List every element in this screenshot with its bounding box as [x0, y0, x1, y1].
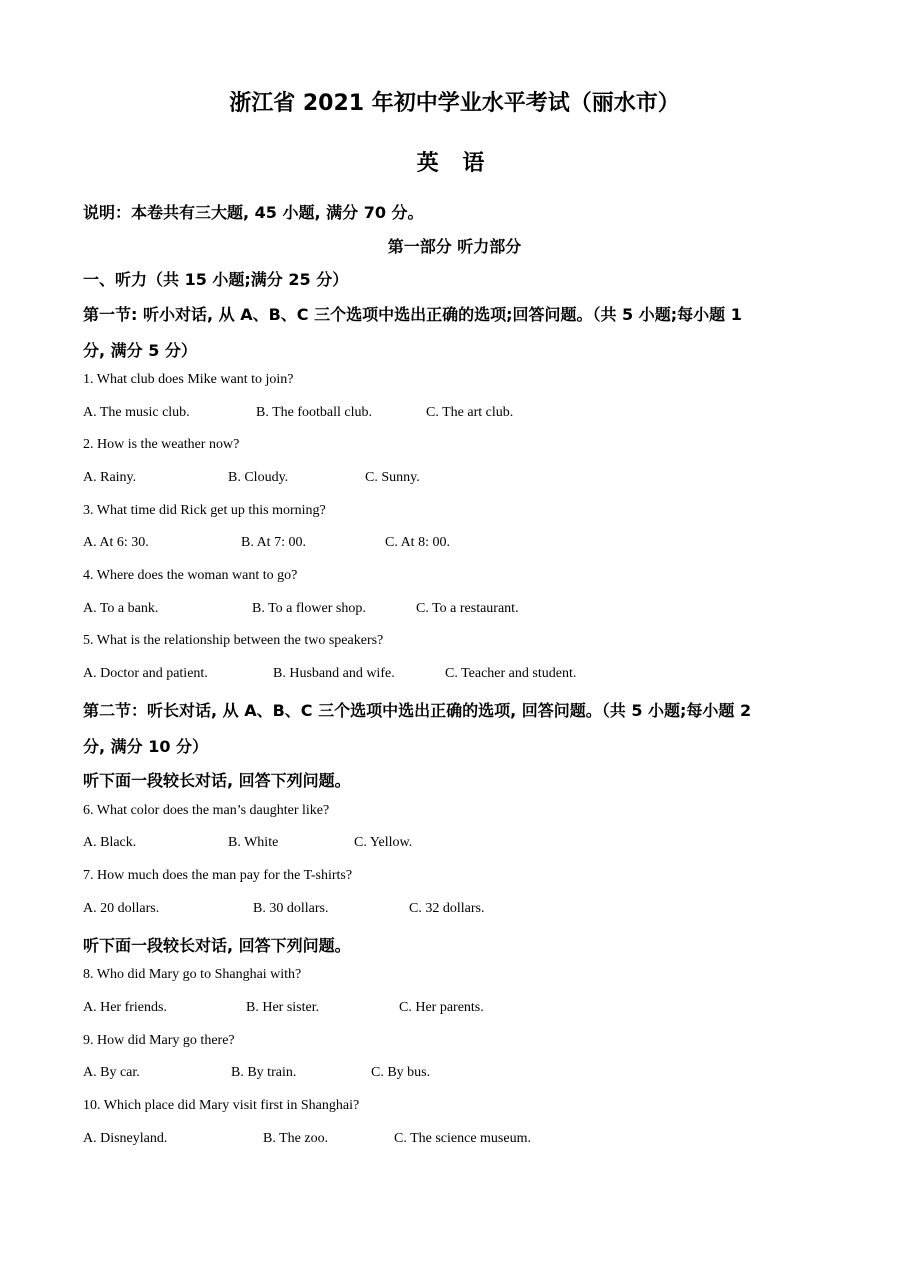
- option-a: A. The music club.: [83, 405, 190, 420]
- option-a: A. 20 dollars.: [83, 901, 160, 916]
- option-b: B. The zoo.: [263, 1131, 329, 1146]
- option-b: B. By train.: [231, 1065, 297, 1080]
- dialogue-instruction: 听下面一段较长对话, 回答下列问题。: [83, 936, 351, 955]
- option-a: A. Black.: [83, 835, 137, 850]
- question-text: 7. How much does the man pay for the T-shirts?: [83, 868, 353, 883]
- option-b: B. White: [228, 835, 279, 850]
- option-a: A. By car.: [83, 1065, 140, 1080]
- option-c: C. To a restaurant.: [416, 601, 519, 616]
- option-c: C. Yellow.: [354, 835, 413, 850]
- option-c: C. At 8: 00.: [385, 535, 450, 550]
- options-row: [83, 901, 843, 921]
- option-a: A. Her friends.: [83, 1000, 167, 1015]
- option-a: A. Doctor and patient.: [83, 666, 208, 681]
- options-row: [83, 405, 843, 425]
- section1-instruction-line2: 分, 满分 5 分）: [83, 341, 197, 360]
- section2-instruction-line1: 第二节：听长对话, 从 A、B、C 三个选项中选出正确的选项, 回答问题。（共 5 小题;每小题 2: [83, 701, 752, 720]
- question-text: 2. How is the weather now?: [83, 437, 240, 452]
- option-b: B. Cloudy.: [228, 470, 289, 485]
- options-row: [83, 1000, 843, 1020]
- question-text: 1. What club does Mike want to join?: [83, 372, 294, 387]
- exam-note: 说明：本卷共有三大题, 45 小题, 满分 70 分。: [83, 203, 424, 222]
- option-c: C. Her parents.: [399, 1000, 484, 1015]
- options-row: [83, 666, 843, 686]
- option-c: C. The art club.: [426, 405, 514, 420]
- option-b: B. At 7: 00.: [241, 535, 306, 550]
- option-b: B. Husband and wife.: [273, 666, 395, 681]
- part-heading: 第一部分 听力部分: [387, 237, 522, 256]
- option-c: C. The science museum.: [394, 1131, 531, 1146]
- dialogue-instruction: 听下面一段较长对话, 回答下列问题。: [83, 771, 351, 790]
- options-row: [83, 1131, 843, 1151]
- option-c: C. 32 dollars.: [409, 901, 485, 916]
- option-c: C. Teacher and student.: [445, 666, 577, 681]
- options-row: [83, 470, 843, 490]
- question-text: 5. What is the relationship between the two speakers?: [83, 633, 384, 648]
- options-row: [83, 1065, 843, 1085]
- options-row: [83, 835, 843, 855]
- option-a: A. Disneyland.: [83, 1131, 168, 1146]
- options-row: [83, 535, 843, 555]
- question-text: 4. Where does the woman want to go?: [83, 568, 298, 583]
- question-text: 3. What time did Rick get up this morning?: [83, 503, 326, 518]
- option-b: B. The football club.: [256, 405, 372, 420]
- question-text: 8. Who did Mary go to Shanghai with?: [83, 967, 302, 982]
- option-b: B. Her sister.: [246, 1000, 320, 1015]
- question-text: 6. What color does the man’s daughter like?: [83, 803, 330, 818]
- section-heading: 一、听力（共 15 小题;满分 25 分）: [83, 270, 349, 289]
- option-a: A. Rainy.: [83, 470, 137, 485]
- question-text: 10. Which place did Mary visit first in Shanghai?: [83, 1098, 360, 1113]
- option-b: B. 30 dollars.: [253, 901, 329, 916]
- option-c: C. Sunny.: [365, 470, 420, 485]
- option-a: A. To a bank.: [83, 601, 159, 616]
- section2-instruction-line2: 分, 满分 10 分）: [83, 737, 209, 756]
- option-a: A. At 6: 30.: [83, 535, 149, 550]
- options-row: [83, 601, 843, 621]
- option-b: B. To a flower shop.: [252, 601, 366, 616]
- question-text: 9. How did Mary go there?: [83, 1033, 235, 1048]
- subject-heading: 英 语: [416, 151, 493, 176]
- exam-title: 浙江省 2021 年初中学业水平考试（丽水市）: [229, 91, 680, 116]
- option-c: C. By bus.: [371, 1065, 431, 1080]
- section1-instruction-line1: 第一节: 听小对话, 从 A、B、C 三个选项中选出正确的选项;回答问题。（共 5 小题;每小题 1: [83, 305, 742, 324]
